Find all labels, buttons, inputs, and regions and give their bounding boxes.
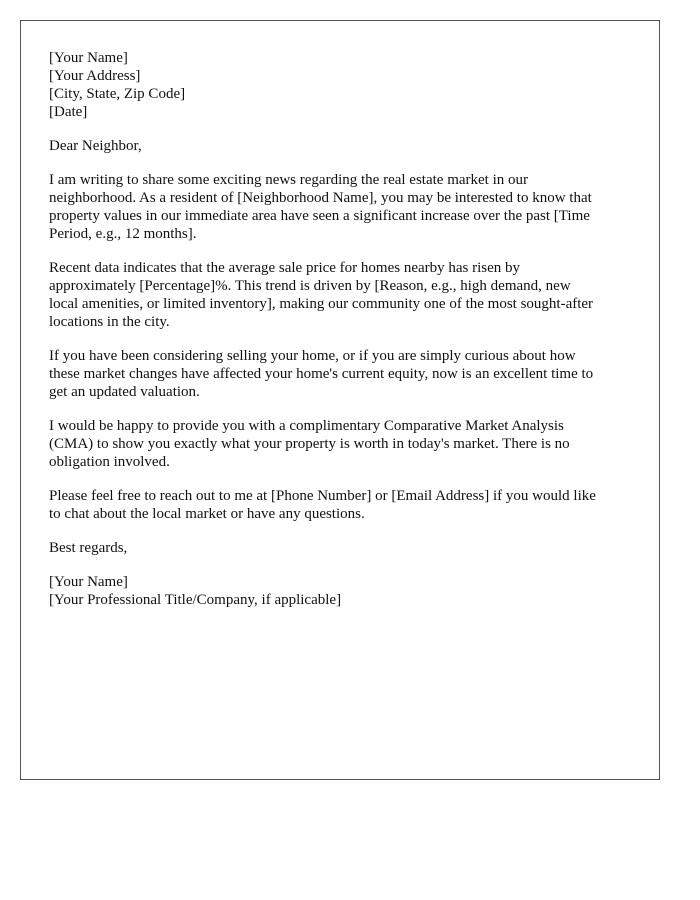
paragraph-selling [49, 347, 639, 401]
signature-name: [Your Name] [49, 574, 128, 590]
paragraph-line: If you have been considering selling your home, or if you are simply curious about how [49, 348, 576, 364]
paragraph-line: local amenities, or limited inventory], making our community one of the most sought-after [49, 296, 594, 312]
paragraph-line: Recent data indicates that the average sale price for homes nearby has risen by [49, 260, 521, 276]
paragraph-line: locations in the city. [49, 314, 170, 330]
letter-date: [Date] [49, 104, 88, 120]
closing [49, 539, 639, 557]
paragraph-cma-offer [49, 417, 639, 471]
paragraph-intro [49, 171, 639, 243]
paragraph-line: Period, e.g., 12 months]. [49, 226, 197, 242]
paragraph-line: neighborhood. As a resident of [Neighborhood Name], you may be interested to know that [49, 190, 592, 206]
paragraph-line: obligation involved. [49, 454, 170, 470]
sender-block [49, 49, 639, 121]
paragraph-line: I would be happy to provide you with a complimentary Comparative Market Analysis [49, 418, 564, 434]
sender-address: [Your Address] [49, 68, 141, 84]
paragraph-market-data [49, 259, 639, 331]
paragraph-line: these market changes have affected your home's current equity, now is an excellent time to [49, 366, 594, 382]
paragraph-line: I am writing to share some exciting news regarding the real estate market in our [49, 172, 529, 188]
letter-paragraphs [49, 171, 639, 523]
salutation [49, 137, 639, 155]
paragraph-line: Please feel free to reach out to me at [Phone Number] or [Email Address] if you would like [49, 488, 596, 504]
letter-body [49, 49, 639, 609]
paragraph-line: get an updated valuation. [49, 384, 200, 400]
sender-name: [Your Name] [49, 50, 128, 66]
paragraph-line: approximately [Percentage]%. This trend is driven by [Reason, e.g., high demand, new [49, 278, 571, 294]
sender-city-state-zip: [City, State, Zip Code] [49, 86, 186, 102]
signature-title: [Your Professional Title/Company, if applicable] [49, 592, 342, 608]
paragraph-line: (CMA) to show you exactly what your property is worth in today's market. There is no [49, 436, 570, 452]
signature-block [49, 573, 639, 609]
paragraph-contact [49, 487, 639, 523]
closing-text: Best regards, [49, 540, 128, 556]
paragraph-line: property values in our immediate area have seen a significant increase over the past [Time [49, 208, 590, 224]
salutation-text: Dear Neighbor, [49, 138, 142, 154]
letter-page [20, 20, 660, 780]
paragraph-line: to chat about the local market or have any questions. [49, 506, 365, 522]
